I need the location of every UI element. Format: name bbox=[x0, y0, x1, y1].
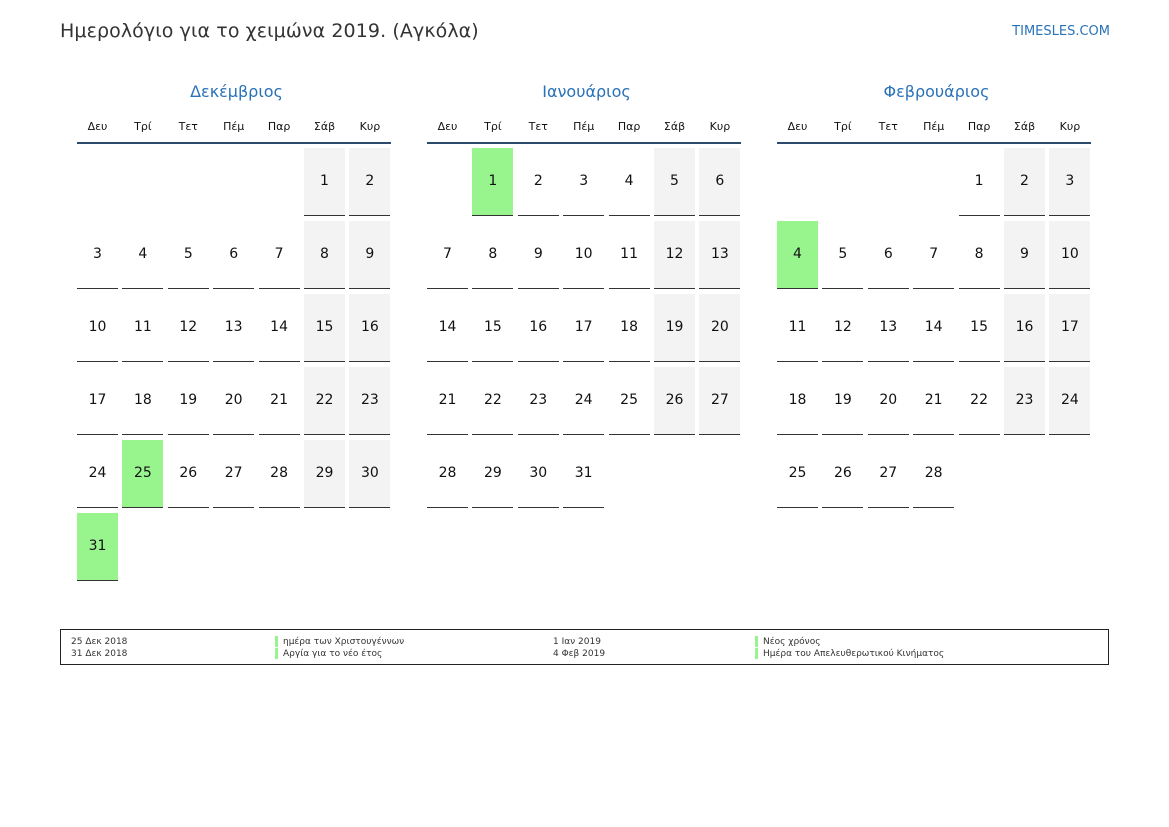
day-cell: 29 bbox=[304, 440, 345, 508]
day-cell: 30 bbox=[349, 440, 390, 508]
day-cell: 21 bbox=[259, 367, 300, 435]
day-cell: 3 bbox=[77, 221, 118, 289]
weekday-label: Κυρ bbox=[359, 120, 381, 133]
day-cell: 10 bbox=[1049, 221, 1090, 289]
day-cell: 24 bbox=[563, 367, 604, 435]
day-cell: 23 bbox=[518, 367, 559, 435]
day-cell: 16 bbox=[349, 294, 390, 362]
day-cell: 3 bbox=[1049, 148, 1090, 216]
day-cell: 22 bbox=[959, 367, 1000, 435]
day-cell: 25 bbox=[777, 440, 818, 508]
weekday-header bbox=[777, 120, 1096, 136]
day-cell: 11 bbox=[122, 294, 163, 362]
day-cell: 19 bbox=[822, 367, 863, 435]
legend-date: 1 Ιαν 2019 bbox=[553, 637, 601, 647]
legend-date: 4 Φεβ 2019 bbox=[553, 649, 606, 659]
weekday-label: Πέμ bbox=[223, 120, 245, 133]
month-name: Φεβρουάριος bbox=[883, 82, 990, 101]
day-cell: 23 bbox=[1004, 367, 1045, 435]
day-cell: 15 bbox=[959, 294, 1000, 362]
day-cell: 18 bbox=[122, 367, 163, 435]
day-cell: 18 bbox=[609, 294, 650, 362]
day-cell: 16 bbox=[518, 294, 559, 362]
day-cell: 27 bbox=[868, 440, 909, 508]
day-cell: 15 bbox=[304, 294, 345, 362]
day-cell: 17 bbox=[1049, 294, 1090, 362]
day-cell: 8 bbox=[304, 221, 345, 289]
brand-link[interactable]: TIMESLES.COM bbox=[1012, 24, 1110, 39]
weekday-label: Πέμ bbox=[923, 120, 945, 133]
day-cell: 10 bbox=[77, 294, 118, 362]
day-cell: 7 bbox=[427, 221, 468, 289]
weekday-label: Σάβ bbox=[313, 120, 336, 133]
page-title: Ημερολόγιο για το χειμώνα 2019. (Αγκόλα) bbox=[60, 20, 479, 42]
holiday-day-cell: 31 bbox=[77, 513, 118, 581]
day-cell: 30 bbox=[518, 440, 559, 508]
day-cell: 18 bbox=[777, 367, 818, 435]
day-cell: 31 bbox=[563, 440, 604, 508]
day-cell: 2 bbox=[1004, 148, 1045, 216]
day-cell: 10 bbox=[563, 221, 604, 289]
weekday-label: Παρ bbox=[617, 120, 641, 133]
weekday-label: Κυρ bbox=[1059, 120, 1081, 133]
day-cell: 13 bbox=[699, 221, 740, 289]
header-divider bbox=[427, 142, 741, 144]
weekday-header bbox=[427, 120, 746, 136]
day-cell: 11 bbox=[777, 294, 818, 362]
day-cell: 25 bbox=[609, 367, 650, 435]
weekday-label: Πέμ bbox=[573, 120, 595, 133]
weekday-label: Παρ bbox=[267, 120, 291, 133]
day-cell: 9 bbox=[1004, 221, 1045, 289]
weekday-label: Τετ bbox=[178, 120, 198, 133]
legend-holiday-label: Ημέρα του Απελευθερωτικού Κινήματος bbox=[763, 649, 945, 659]
day-cell: 28 bbox=[913, 440, 954, 508]
weekday-label: Τρί bbox=[134, 120, 152, 133]
weekday-label: Δευ bbox=[787, 120, 808, 133]
day-cell: 2 bbox=[349, 148, 390, 216]
legend-date: 31 Δεκ 2018 bbox=[71, 649, 128, 659]
day-cell: 9 bbox=[518, 221, 559, 289]
day-cell: 19 bbox=[654, 294, 695, 362]
legend-holiday-label: Νέος χρόνος bbox=[763, 637, 821, 647]
day-cell: 19 bbox=[168, 367, 209, 435]
day-cell: 12 bbox=[654, 221, 695, 289]
day-cell: 13 bbox=[868, 294, 909, 362]
weekday-label: Τρί bbox=[834, 120, 852, 133]
day-cell: 12 bbox=[168, 294, 209, 362]
day-cell: 6 bbox=[699, 148, 740, 216]
header-divider bbox=[777, 142, 1091, 144]
day-cell: 24 bbox=[1049, 367, 1090, 435]
day-cell: 27 bbox=[213, 440, 254, 508]
day-cell: 22 bbox=[304, 367, 345, 435]
day-cell: 24 bbox=[77, 440, 118, 508]
day-cell: 3 bbox=[563, 148, 604, 216]
weekday-header bbox=[77, 120, 396, 136]
day-cell: 20 bbox=[699, 294, 740, 362]
day-cell: 26 bbox=[654, 367, 695, 435]
day-cell: 20 bbox=[213, 367, 254, 435]
weekday-label: Τετ bbox=[878, 120, 898, 133]
day-cell: 4 bbox=[609, 148, 650, 216]
holiday-day-cell: 4 bbox=[777, 221, 818, 289]
weekday-label: Τρί bbox=[484, 120, 502, 133]
day-cell: 1 bbox=[959, 148, 1000, 216]
day-cell: 20 bbox=[868, 367, 909, 435]
weekday-label: Σάβ bbox=[663, 120, 686, 133]
day-cell: 14 bbox=[259, 294, 300, 362]
day-cell: 5 bbox=[168, 221, 209, 289]
day-cell: 6 bbox=[868, 221, 909, 289]
weekday-label: Δευ bbox=[437, 120, 458, 133]
day-cell: 14 bbox=[913, 294, 954, 362]
day-cell: 15 bbox=[472, 294, 513, 362]
day-cell: 6 bbox=[213, 221, 254, 289]
day-cell: 2 bbox=[518, 148, 559, 216]
weekday-label: Παρ bbox=[967, 120, 991, 133]
day-cell: 17 bbox=[563, 294, 604, 362]
day-cell: 9 bbox=[349, 221, 390, 289]
month-name: Δεκέμβριος bbox=[190, 82, 283, 101]
day-cell: 7 bbox=[913, 221, 954, 289]
day-cell: 7 bbox=[259, 221, 300, 289]
day-cell: 5 bbox=[822, 221, 863, 289]
header-divider bbox=[77, 142, 391, 144]
legend-holiday-label: Αργία για το νέο έτος bbox=[283, 649, 383, 659]
day-cell: 22 bbox=[472, 367, 513, 435]
day-cell: 5 bbox=[654, 148, 695, 216]
weekday-label: Κυρ bbox=[709, 120, 731, 133]
legend-date: 25 Δεκ 2018 bbox=[71, 637, 128, 647]
day-cell: 8 bbox=[959, 221, 1000, 289]
weekday-label: Δευ bbox=[87, 120, 108, 133]
weekday-label: Τετ bbox=[528, 120, 548, 133]
weekday-label: Σάβ bbox=[1013, 120, 1036, 133]
day-cell: 1 bbox=[304, 148, 345, 216]
day-cell: 26 bbox=[822, 440, 863, 508]
day-cell: 4 bbox=[122, 221, 163, 289]
legend-holiday-label: ημέρα των Χριστουγέννων bbox=[283, 637, 405, 647]
day-cell: 29 bbox=[472, 440, 513, 508]
day-cell: 26 bbox=[168, 440, 209, 508]
day-cell: 16 bbox=[1004, 294, 1045, 362]
day-cell: 27 bbox=[699, 367, 740, 435]
day-cell: 28 bbox=[259, 440, 300, 508]
holiday-day-cell: 1 bbox=[472, 148, 513, 216]
day-cell: 11 bbox=[609, 221, 650, 289]
holiday-day-cell: 25 bbox=[122, 440, 163, 508]
day-cell: 12 bbox=[822, 294, 863, 362]
day-cell: 13 bbox=[213, 294, 254, 362]
holiday-legend bbox=[60, 629, 1109, 665]
day-cell: 14 bbox=[427, 294, 468, 362]
day-cell: 8 bbox=[472, 221, 513, 289]
month-name: Ιανουάριος bbox=[542, 82, 631, 101]
day-cell: 23 bbox=[349, 367, 390, 435]
day-cell: 28 bbox=[427, 440, 468, 508]
day-cell: 17 bbox=[77, 367, 118, 435]
day-cell: 21 bbox=[427, 367, 468, 435]
day-cell: 21 bbox=[913, 367, 954, 435]
